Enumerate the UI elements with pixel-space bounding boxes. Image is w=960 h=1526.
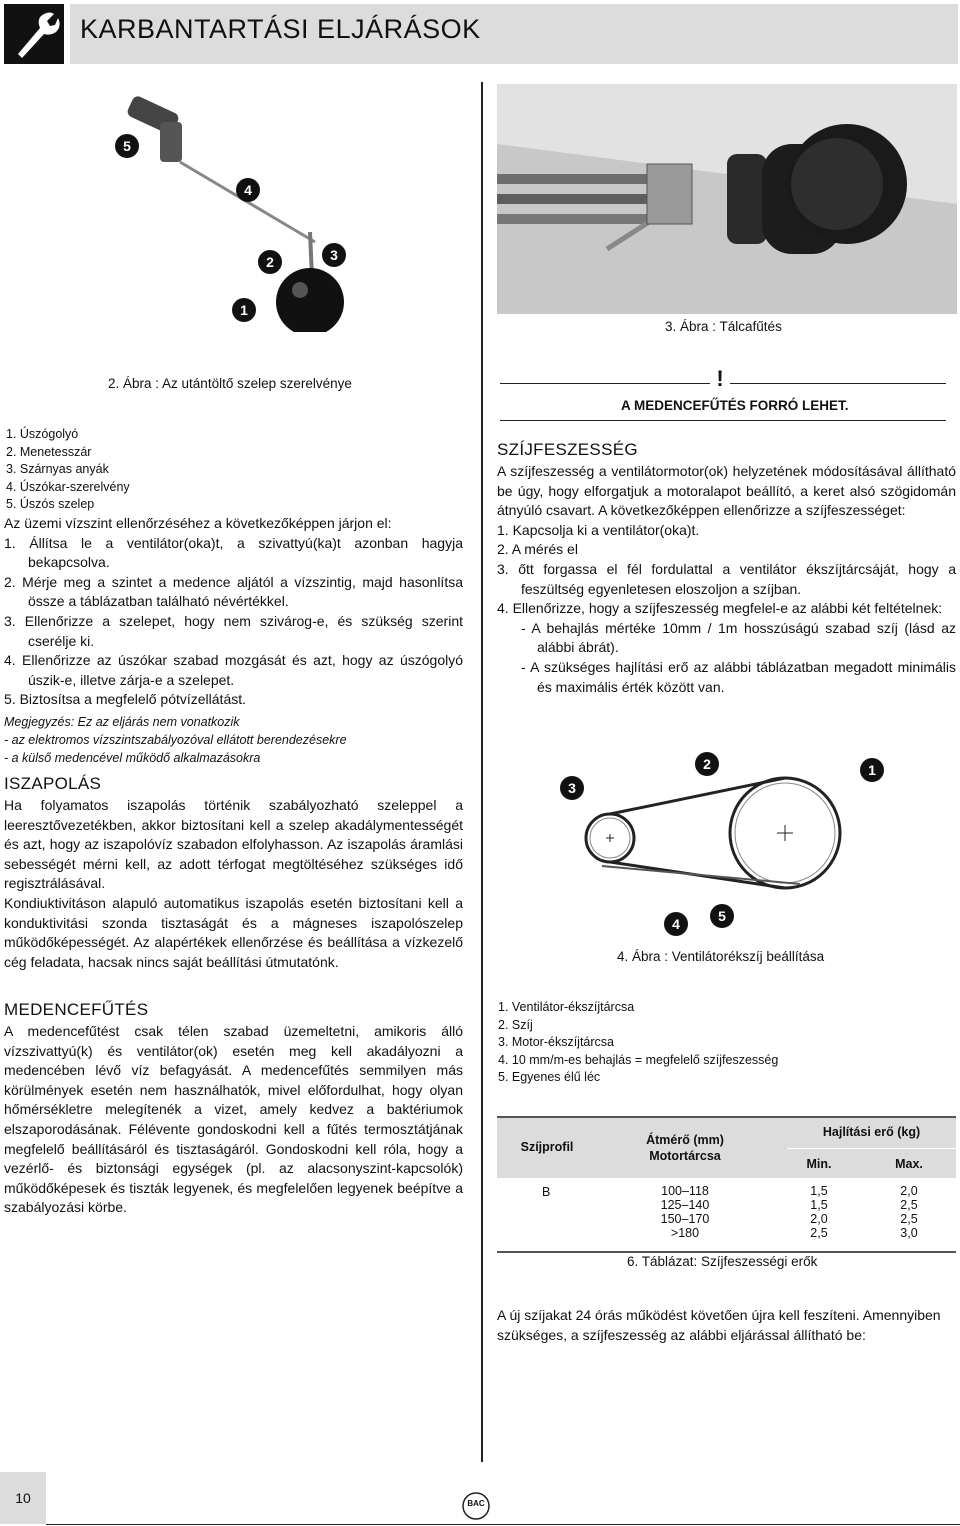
warning-line-right xyxy=(730,383,946,384)
step-1: 1. Állítsa le a ventilátor(oka)t, a szivattyú(ka)t azonban hagyja bekapcsolva. xyxy=(4,534,463,571)
step-1: 1. Kapcsolja ki a ventilátor(oka)t. xyxy=(497,521,700,538)
water-level-section xyxy=(4,514,463,710)
step-4: 4. Ellenőrizze az úszókar szabad mozgását és azt, hogy az úszógolyó úszik-e, illetve zárja-e a szelepet. xyxy=(4,652,463,688)
wrench-logo-icon xyxy=(4,4,64,64)
list-item: 4. 10 mm/m-es behajlás = megfelelő szíjfeszesség xyxy=(498,1052,779,1067)
callout-2: 2 xyxy=(695,752,719,776)
callout-5: 5 xyxy=(115,134,139,158)
list-item: 2. Menetesszár xyxy=(6,444,92,459)
closing-text xyxy=(497,1306,956,1345)
cell-max: 2,0 xyxy=(900,1184,918,1198)
iszapolas-title: ISZAPOLÁS xyxy=(4,774,102,793)
table6-caption: 6. Táblázat: Szíjfeszességi erők xyxy=(627,1254,818,1269)
note-line: - az elektromos vízszintszabályozóval ellátott berendezésekre xyxy=(4,733,347,747)
cell-min: 1,5 xyxy=(810,1184,828,1198)
step-4: 4. Ellenőrizze, hogy a szíjfeszesség megfelel-e az alábbi két feltételnek: xyxy=(497,600,943,617)
figure4-legend xyxy=(498,999,938,1087)
szijfeszesseg-title: SZÍJFESZESSÉG xyxy=(497,440,638,459)
list-item: 5. Egyenes élű léc xyxy=(498,1070,601,1085)
step-2: 2. Mérje meg a szintet a medence aljától a vízszintig, majd hasonlítsa össze a táblázatban található névértékkel. xyxy=(4,573,463,610)
paragraph: Ha folyamatos iszapolás történik szabályozható szeleppel a leeresztővezetékben, akkor biztosítani kell a szelep akadálymentességét és azt, hogy az iszapolóvíz szabadon elfolyhasson. Az iszapolás áramlási sebességét mérni kell, az adott térfogat megtöltéséhez szükséges idő regisztrálásával. xyxy=(4,797,463,892)
logo-text: BAC xyxy=(467,1499,485,1508)
table-row xyxy=(635,1226,941,1240)
warning-line-left xyxy=(500,383,710,384)
header-divider xyxy=(787,1148,956,1149)
paragraph: A medencefűtést csak télen szabad üzemeltetni, amikoris álló vízszivattyú(k) és ventilátor(ok) esetén meg kell akadályozni a medencében lévő víz befagyását. A medencefűtés semmilyen más körülmények esetén nem használhatók, mivel előfordulhat, hogy olyan hőmérsékletre melegítenék a vizet, amely kedvez a baktériumok elszaporodásának. Félévente gondoskodni kell a fűtés termosztátjának megfelelő beállításáról és tisztaságáról. Gondoskodni kell róla, hogy a vezérlő- és biztonsági egységek (pl. az alacsonyszint-kapcsolók) működőképesek és tiszták legyenek, és megfelelően legyenek beépítve a szabályozási körbe. xyxy=(4,1023,463,1216)
step-5: 5. Biztosítsa a megfelelő pótvízellátást. xyxy=(4,691,247,708)
header-force: Hajlítási erő (kg) xyxy=(822,1125,921,1139)
callout-4: 4 xyxy=(236,178,260,202)
callout-2: 2 xyxy=(258,250,282,274)
paragraph: A új szíjakat 24 órás működést követően újra kell feszíteni. Amennyiben szükséges, a szíjfeszesség az alábbi eljárással állítható be: xyxy=(497,1307,941,1343)
szijfeszesseg-body xyxy=(497,462,956,697)
figure4-caption: 4. Ábra : Ventilátorékszíj beállítása xyxy=(617,949,825,964)
paragraph: A szíjfeszesség a ventilátormotor(ok) helyzetének módosításával állítható be úgy, hogy elforgatjuk a motoralapot beállító, a keret alsó szögidomán átnyúló csavart. A következőképpen ellenőrizze a szíjfeszességet: xyxy=(497,463,956,519)
substep: - A behajlás mértéke 10mm / 1m hosszúságú szabad szíj (lásd az alábbi ábrát). xyxy=(521,619,956,656)
warning-icon: ! xyxy=(716,366,724,391)
cell-max: 2,5 xyxy=(900,1198,918,1212)
list-item: 5. Úszós szelep xyxy=(6,497,95,512)
list-item: 4. Úszókar-szerelvény xyxy=(6,479,130,494)
cell-min: 2,0 xyxy=(810,1212,828,1226)
list-item: 1. Úszógolyó xyxy=(6,427,79,441)
parts-list xyxy=(6,426,306,514)
callout-4: 4 xyxy=(664,912,688,936)
table-body xyxy=(635,1184,941,1240)
page-title: KARBANTARTÁSI ELJÁRÁSOK xyxy=(80,14,481,44)
cell-max: 2,5 xyxy=(900,1212,918,1226)
cell-profile: B xyxy=(542,1185,551,1199)
callout-1: 1 xyxy=(232,298,256,322)
header-min: Min. xyxy=(806,1157,832,1171)
note-line: Megjegyzés: Ez az eljárás nem vonatkozik xyxy=(4,715,240,729)
warning-line-bottom xyxy=(500,420,946,421)
step-3: 3. őtt forgassa el fél fordulattal a ventilátor ékszíjtárcsáját, hogy a feszültség egyenletesen eloszoljon a szíjban. xyxy=(497,560,956,597)
header-profile: Szíjprofil xyxy=(520,1140,574,1154)
bac-logo xyxy=(461,1491,491,1521)
medencefutes-title: MEDENCEFŰTÉS xyxy=(4,1000,149,1019)
cell-diameter: 100–118 xyxy=(661,1184,709,1198)
note-line: - a külső medencével működő alkalmazásokra xyxy=(4,751,261,765)
page-number: 10 xyxy=(15,1490,31,1506)
table-row xyxy=(635,1198,941,1212)
list-item: 2. Szíj xyxy=(498,1017,533,1032)
figure2-caption: 2. Ábra : Az utántöltő szelep szerelvénye xyxy=(108,376,352,391)
callout-1: 1 xyxy=(860,758,884,782)
header-diameter: Átmérő (mm) Motortárcsa xyxy=(646,1133,724,1163)
figure3-caption: 3. Ábra : Tálcafűtés xyxy=(665,319,782,334)
belt-force-table xyxy=(497,1116,956,1253)
medencefutes-body xyxy=(4,1022,463,1218)
water-level-intro: Az üzemi vízszint ellenőrzéséhez a következőképpen járjon el: xyxy=(4,515,392,531)
paragraph: Kondiuktivitáson alapuló automatikus iszapolás esetén biztosítani kell a konduktivitási szonda tisztaságát és a mágneses iszapolószelep működőképességét. Az alapértékek ellenőrzése és beállítása a vízkezelő cég feladata, hacsak nincs saját beállítási útmutatónk. xyxy=(4,894,463,970)
cell-max: 3,0 xyxy=(900,1226,918,1240)
column-divider xyxy=(481,82,483,1462)
cell-diameter: 125–140 xyxy=(660,1198,710,1212)
cell-diameter: >180 xyxy=(670,1226,700,1240)
footer-line xyxy=(46,1524,960,1525)
list-item: 1. Ventilátor-ékszíjtárcsa xyxy=(498,1000,635,1014)
callout-5: 5 xyxy=(710,904,734,928)
list-item: 3. Motor-ékszíjtárcsa xyxy=(498,1035,615,1050)
callout-3: 3 xyxy=(560,776,584,800)
cell-min: 2,5 xyxy=(810,1226,828,1240)
float-valve-figure xyxy=(110,92,360,332)
iszapolas-body xyxy=(4,796,463,972)
list-item: 3. Szárnyas anyák xyxy=(6,462,109,477)
note xyxy=(4,713,463,767)
step-3: 3. Ellenőrizze a szelepet, hogy nem szivárog-e, és szükség szerint cserélje ki. xyxy=(4,612,463,649)
pan-heater-photo xyxy=(497,84,957,314)
cell-diameter: 150–170 xyxy=(660,1212,710,1226)
fan-belt-figure xyxy=(550,748,900,938)
callout-3: 3 xyxy=(322,243,346,267)
table-row xyxy=(635,1184,941,1198)
table-row xyxy=(635,1212,941,1226)
warning-text: A MEDENCEFŰTÉS FORRÓ LEHET. xyxy=(621,398,849,413)
cell-min: 1,5 xyxy=(810,1198,828,1212)
substep: - A szükséges hajlítási erő az alábbi táblázatban megadott minimális és maximális érték között van. xyxy=(521,658,956,695)
step-2: 2. A mérés el xyxy=(497,541,578,558)
header-max: Max. xyxy=(895,1157,923,1171)
